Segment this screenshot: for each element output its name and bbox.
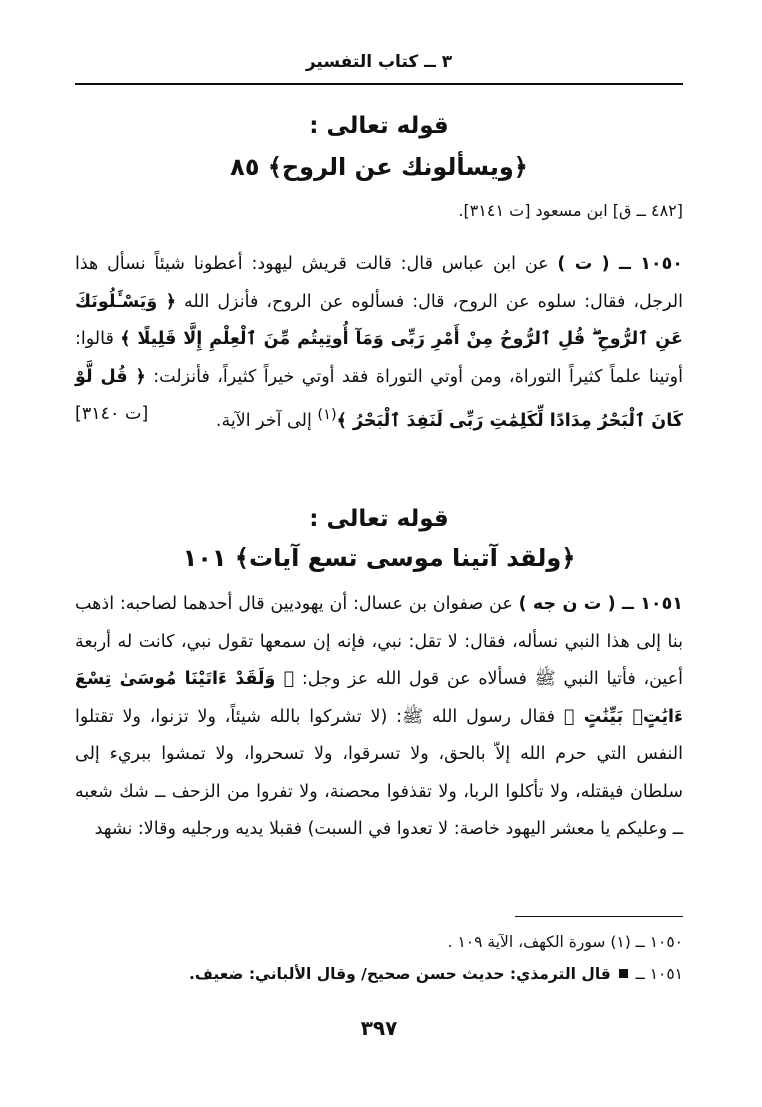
section-label-2: قوله تعالى : [309, 506, 449, 532]
quran-quote-1050-a: ﴿ وَيَسْـَٔلُونَكَ عَنِ ٱلرُّوحِ ۖ قُلِ ٱلرُّوحُ مِنْ أَمْرِ رَبِّى وَمَآ أُوتِيتُم مِّنَ ٱلْعِلْمِ إِلَّا قَلِيلًا ﴾ [75, 291, 683, 349]
footnote-marker: (١) [317, 406, 337, 423]
book-page [75, 0, 683, 1107]
hadith-1050 [75, 246, 683, 440]
header-rule [75, 83, 683, 85]
hadith-number-1050: ١٠٥٠ ــ ( ت ) [557, 254, 683, 274]
section-verse-title-2: ﴿ولقد آتينا موسى تسع آيات﴾ ١٠١ [182, 544, 576, 572]
quran-quote-1051: ﴿ وَلَقَدْ ءَاتَيْنَا مُوسَىٰ تِسْعَ ءَايَٰتٍۭ بَيِّنَٰتٍ ﴾ [75, 669, 683, 727]
section-verse-title-1: ﴿ويسألونك عن الروح﴾ ٨٥ [230, 153, 528, 181]
section-label-1: قوله تعالى : [309, 113, 449, 139]
quran-quote-1050-b: ﴿ قُل لَّوْ كَانَ ٱلْبَحْرُ مِدَادًا لِّكَلِمَٰتِ رَبِّى لَنَفِدَ ٱلْبَحْرُ ﴾ [75, 366, 683, 431]
hadith-1050-text-c: إلى آخر الآية. [215, 410, 312, 431]
square-bullet-icon [619, 969, 628, 978]
page-number: ٣٩٧ [360, 1016, 398, 1040]
footnote-2-text: قال الترمذي: حديث حسن صحيح/ وقال الألباني: ضعيف. [189, 965, 611, 983]
footnote-1: ١٠٥٠ ــ (١) سورة الكهف، الآية ١٠٩ . [447, 933, 683, 951]
hadith-1051-text-b: فقال رسول الله ﷺ: (لا تشركوا بالله شيئاً، ولا تزنوا، ولا تقتلوا النفس التي حرم الله إلاّ بالحق، ولا تسرقوا، ولا تسحروا، ولا تمشوا ببريء إلى سلطان فيقتله، ولا تأكلوا الربا، ولا تقذفوا محصنة، ولا تفروا من الزحف ــ شك شعبه ــ وعليكم يا معشر اليهود خاصة: لا تعدوا في السبت) فقبلا يديه ورجليه وقالا: نشهد [75, 706, 683, 839]
footnote-2 [75, 962, 683, 986]
footnote-2-prefix: ١٠٥١ ــ [635, 965, 683, 983]
running-head: ٣ ــ كتاب التفسير [305, 52, 453, 72]
footnote-rule [515, 916, 683, 917]
hadith-1050-ref: [ت ٣١٤٠] [75, 404, 149, 424]
hadith-1051-text-a: عن صفوان بن عسال: أن يهوديين قال أحدهما لصاحبه: اذهب بنا إلى هذا النبي نسأله، فقال: لا تقل: نبي، فإنه إن سمعها تقول نبي، كانت له أربعة أعين، فأتيا النبي ﷺ فسألاه عن قول الله عز وجل: [75, 594, 683, 689]
hadith-number-1051: ١٠٥١ ــ ( ت ن جه ) [518, 594, 683, 614]
hadith-1050-text-a: عن ابن عباس قال: قالت قريش ليهود: أعطونا شيئاً نسأل هذا الرجل، فقال: سلوه عن الروح، قال: فسألوه عن الروح، فأنزل الله [75, 254, 683, 312]
source-reference: [٤٨٢ ــ ق] ابن مسعود [ت ٣١٤١]. [458, 201, 683, 220]
hadith-1051 [75, 586, 683, 849]
hadith-1050-text-b: قالوا: أوتينا علماً كثيراً التوراة، ومن أوتي التوراة فقد أوتي خيراً كثيراً، فأنزلت: [75, 329, 684, 387]
